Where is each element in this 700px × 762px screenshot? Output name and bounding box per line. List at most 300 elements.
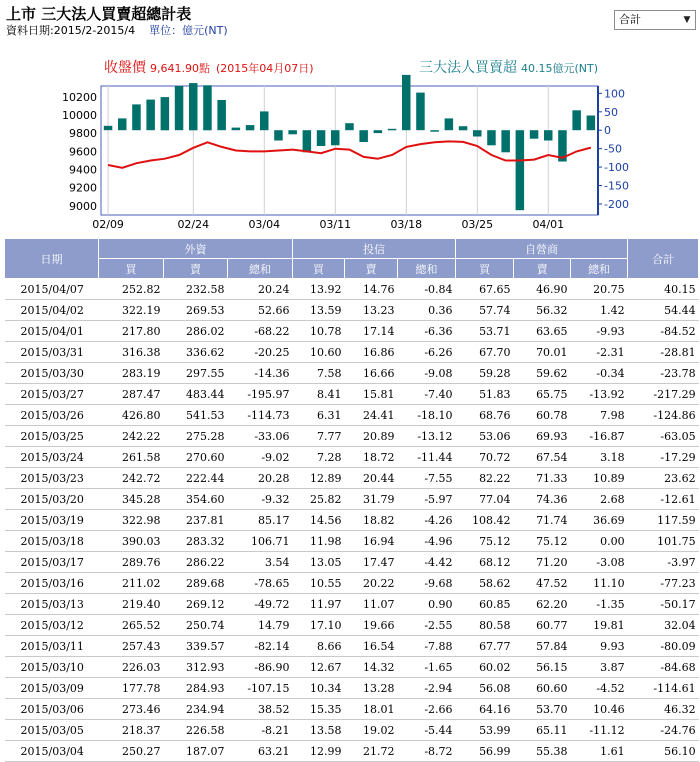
table-cell: 68.76 [456, 405, 514, 426]
table-cell: 10.78 [293, 321, 345, 342]
table-cell: 59.62 [514, 363, 571, 384]
table-cell: 13.05 [293, 552, 345, 573]
table-cell: 13.92 [293, 279, 345, 300]
table-cell: 7.58 [293, 363, 345, 384]
net-bar [274, 130, 283, 140]
left-tick-label: 9000 [69, 199, 97, 213]
table-cell: 2.68 [571, 489, 628, 510]
table-cell: 24.41 [345, 405, 398, 426]
table-cell: 10.60 [293, 342, 345, 363]
table-cell: 283.32 [164, 531, 228, 552]
header-trust-sell: 賣 [345, 259, 398, 279]
table-cell: 82.22 [456, 468, 514, 489]
table-cell: 56.10 [628, 741, 699, 762]
table-cell: 75.12 [456, 531, 514, 552]
table-cell: 269.12 [164, 594, 228, 615]
net-bar [374, 130, 383, 133]
table-cell: 10.34 [293, 678, 345, 699]
table-cell: -13.12 [398, 426, 456, 447]
table-cell: -124.86 [628, 405, 699, 426]
table-cell: -1.35 [571, 594, 628, 615]
net-bar [260, 111, 269, 130]
table-cell: 11.98 [293, 531, 345, 552]
table-cell: 40.15 [628, 279, 699, 300]
table-cell: -0.84 [398, 279, 456, 300]
net-bar [572, 110, 581, 130]
table-cell: 17.10 [293, 615, 345, 636]
table-cell: 47.52 [514, 573, 571, 594]
table-cell: 32.04 [628, 615, 699, 636]
table-row [5, 468, 699, 489]
table-cell: 57.84 [514, 636, 571, 657]
table-cell: 275.28 [164, 426, 228, 447]
table-cell: 286.02 [164, 321, 228, 342]
table-cell: 18.01 [345, 699, 398, 720]
table-cell: 316.38 [99, 342, 164, 363]
table-cell: 10.55 [293, 573, 345, 594]
table-cell: 211.02 [99, 573, 164, 594]
table-cell: 187.07 [164, 741, 228, 762]
table-cell: 31.79 [345, 489, 398, 510]
table-cell: 8.41 [293, 384, 345, 405]
table-row [5, 615, 699, 636]
date-range: 資料日期:2015/2-2015/4 [6, 24, 136, 37]
table-cell: 250.27 [99, 741, 164, 762]
table-row [5, 321, 699, 342]
table-row [5, 510, 699, 531]
row-date: 2015/03/18 [5, 531, 99, 552]
header-foreign-buy: 買 [99, 259, 164, 279]
table-cell: 65.11 [514, 720, 571, 741]
row-date: 2015/03/23 [5, 468, 99, 489]
table-cell: -24.76 [628, 720, 699, 741]
table-cell: 312.93 [164, 657, 228, 678]
net-bar [232, 128, 241, 131]
table-cell: 3.18 [571, 447, 628, 468]
table-cell: 226.58 [164, 720, 228, 741]
table-cell: -86.90 [228, 657, 293, 678]
table-cell: -49.72 [228, 594, 293, 615]
row-date: 2015/03/31 [5, 342, 99, 363]
table-row [5, 300, 699, 321]
table-cell: 354.60 [164, 489, 228, 510]
table-cell: 60.85 [456, 594, 514, 615]
right-tick-label: -100 [604, 161, 629, 175]
table-cell: 20.22 [345, 573, 398, 594]
x-tick-label: 03/18 [390, 218, 423, 231]
table-cell: 77.04 [456, 489, 514, 510]
table-cell: -2.31 [571, 342, 628, 363]
table-cell: 15.35 [293, 699, 345, 720]
table-row [5, 342, 699, 363]
table-cell: 21.72 [345, 741, 398, 762]
table-cell: -16.87 [571, 426, 628, 447]
table-cell: 75.12 [514, 531, 571, 552]
row-date: 2015/04/01 [5, 321, 99, 342]
net-bar [161, 97, 170, 130]
table-cell: 257.43 [99, 636, 164, 657]
net-bar [345, 123, 354, 130]
row-date: 2015/04/02 [5, 300, 99, 321]
table-cell: 6.31 [293, 405, 345, 426]
chevron-down-icon: ▼ [683, 15, 691, 25]
table-cell: -8.21 [228, 720, 293, 741]
table-cell: 541.53 [164, 405, 228, 426]
net-bar [388, 129, 397, 131]
table-cell: -5.44 [398, 720, 456, 741]
table-cell: -28.81 [628, 342, 699, 363]
table-cell: -9.02 [228, 447, 293, 468]
net-bar [501, 130, 510, 152]
table-cell: -4.96 [398, 531, 456, 552]
table-cell: -11.12 [571, 720, 628, 741]
table-row [5, 426, 699, 447]
table-cell: 17.47 [345, 552, 398, 573]
table-cell: -82.14 [228, 636, 293, 657]
table-cell: 70.72 [456, 447, 514, 468]
right-tick-label: 50 [604, 105, 618, 119]
row-date: 2015/03/13 [5, 594, 99, 615]
x-tick-label: 03/11 [319, 218, 352, 231]
table-row [5, 657, 699, 678]
table-cell: -6.36 [398, 321, 456, 342]
table-cell: 14.32 [345, 657, 398, 678]
row-date: 2015/03/12 [5, 615, 99, 636]
table-cell: 242.72 [99, 468, 164, 489]
table-row [5, 489, 699, 510]
table-cell: 20.89 [345, 426, 398, 447]
net-bar [317, 130, 326, 146]
table-row [5, 552, 699, 573]
row-date: 2015/03/19 [5, 510, 99, 531]
table-row [5, 741, 699, 762]
net-bar [104, 126, 113, 130]
table-cell: 64.16 [456, 699, 514, 720]
right-tick-label: 100 [604, 87, 625, 101]
x-tick-label: 03/04 [248, 218, 281, 231]
table-row [5, 363, 699, 384]
table-cell: 20.44 [345, 468, 398, 489]
row-date: 2015/03/16 [5, 573, 99, 594]
table-cell: -8.72 [398, 741, 456, 762]
table-cell: 222.44 [164, 468, 228, 489]
table-cell: -84.52 [628, 321, 699, 342]
table-cell: 19.02 [345, 720, 398, 741]
header-total: 合計 [628, 239, 699, 279]
table-cell: 10.46 [571, 699, 628, 720]
table-cell: 23.62 [628, 468, 699, 489]
table-cell: 60.77 [514, 615, 571, 636]
table-cell: 80.58 [456, 615, 514, 636]
net-bar [203, 85, 212, 130]
table-cell: -9.68 [398, 573, 456, 594]
row-date: 2015/04/07 [5, 279, 99, 300]
table-row [5, 636, 699, 657]
table-cell: 237.81 [164, 510, 228, 531]
table-cell: 297.55 [164, 363, 228, 384]
table-cell: 63.21 [228, 741, 293, 762]
right-tick-label: -50 [604, 142, 622, 156]
table-cell: 56.32 [514, 300, 571, 321]
table-cell: 36.69 [571, 510, 628, 531]
table-row [5, 720, 699, 741]
row-date: 2015/03/26 [5, 405, 99, 426]
table-cell: -114.61 [628, 678, 699, 699]
table-cell: -7.40 [398, 384, 456, 405]
table-cell: 46.32 [628, 699, 699, 720]
x-tick-label: 03/25 [461, 218, 494, 231]
left-tick-label: 10200 [62, 90, 97, 104]
table-cell: 483.44 [164, 384, 228, 405]
table-cell: 0.36 [398, 300, 456, 321]
net-bar [530, 130, 539, 139]
table-cell: 3.54 [228, 552, 293, 573]
table-cell: -114.73 [228, 405, 293, 426]
table-cell: 261.58 [99, 447, 164, 468]
table-cell: 12.99 [293, 741, 345, 762]
table-cell: -77.23 [628, 573, 699, 594]
table-cell: -217.29 [628, 384, 699, 405]
table-cell: 106.71 [228, 531, 293, 552]
table-cell: 339.57 [164, 636, 228, 657]
table-cell: 219.40 [99, 594, 164, 615]
table-cell: -9.32 [228, 489, 293, 510]
table-cell: 13.58 [293, 720, 345, 741]
table-cell: 68.12 [456, 552, 514, 573]
table-cell: 18.82 [345, 510, 398, 531]
table-cell: 108.42 [456, 510, 514, 531]
net-bar [402, 75, 411, 130]
right-tick-label: -200 [604, 197, 629, 211]
row-date: 2015/03/24 [5, 447, 99, 468]
table-cell: -4.52 [571, 678, 628, 699]
left-chart-title: 收盤價 9,641.90點 (2015年04月07日) [104, 60, 314, 76]
table-cell: 67.65 [456, 279, 514, 300]
net-bar [473, 130, 482, 136]
table-cell: 70.01 [514, 342, 571, 363]
table-cell: 10.89 [571, 468, 628, 489]
table-cell: 19.66 [345, 615, 398, 636]
table-cell: 284.93 [164, 678, 228, 699]
net-bar [146, 100, 155, 131]
table-row [5, 384, 699, 405]
table-cell: 57.74 [456, 300, 514, 321]
net-bar [430, 130, 439, 132]
table-cell: 14.76 [345, 279, 398, 300]
table-row [5, 699, 699, 720]
right-tick-label: -150 [604, 179, 629, 193]
table-cell: 15.81 [345, 384, 398, 405]
table-cell: -1.65 [398, 657, 456, 678]
table-cell: -3.08 [571, 552, 628, 573]
table-row [5, 573, 699, 594]
table-cell: -68.22 [228, 321, 293, 342]
table-cell: -18.10 [398, 405, 456, 426]
left-tick-label: 9800 [69, 127, 97, 141]
table-cell: -14.36 [228, 363, 293, 384]
table-row [5, 447, 699, 468]
table-cell: 269.53 [164, 300, 228, 321]
table-cell: -7.88 [398, 636, 456, 657]
net-bar [132, 104, 141, 130]
x-tick-label: 02/09 [92, 218, 124, 231]
table-cell: 19.81 [571, 615, 628, 636]
table-cell: 74.36 [514, 489, 571, 510]
table-cell: 234.94 [164, 699, 228, 720]
table-cell: 16.86 [345, 342, 398, 363]
table-cell: 20.75 [571, 279, 628, 300]
unit-label: 單位：億元(NT) [149, 24, 228, 37]
header-foreign-net: 總和 [228, 259, 293, 279]
table-cell: 232.58 [164, 279, 228, 300]
table-cell: 273.46 [99, 699, 164, 720]
table-cell: 117.59 [628, 510, 699, 531]
table-body [5, 279, 699, 762]
table-cell: 16.66 [345, 363, 398, 384]
table-cell: -0.34 [571, 363, 628, 384]
table-cell: 53.70 [514, 699, 571, 720]
table-cell: -17.29 [628, 447, 699, 468]
table-cell: 217.80 [99, 321, 164, 342]
table-row [5, 531, 699, 552]
table-cell: 8.66 [293, 636, 345, 657]
table-cell: 38.52 [228, 699, 293, 720]
table-cell: 9.93 [571, 636, 628, 657]
net-bar [359, 130, 368, 142]
net-bar [246, 125, 255, 130]
table-cell: 177.78 [99, 678, 164, 699]
table-cell: 226.03 [99, 657, 164, 678]
net-bar [445, 118, 454, 130]
net-bar [544, 130, 553, 140]
table-cell: 12.67 [293, 657, 345, 678]
page-subtitle [6, 22, 228, 38]
table-cell: -12.61 [628, 489, 699, 510]
table-cell: 53.99 [456, 720, 514, 741]
table-cell: -84.68 [628, 657, 699, 678]
table-cell: 85.17 [228, 510, 293, 531]
table-cell: 17.14 [345, 321, 398, 342]
right-chart-title: 三大法人買賣超 40.15億元(NT) [418, 60, 598, 76]
table-cell: -80.09 [628, 636, 699, 657]
table-cell: 0.90 [398, 594, 456, 615]
table-cell: 283.19 [99, 363, 164, 384]
table-cell: 13.23 [345, 300, 398, 321]
table-cell: -2.55 [398, 615, 456, 636]
table-row [5, 279, 699, 300]
net-bar [118, 118, 127, 130]
net-bar [288, 130, 297, 134]
header-foreign-sell: 賣 [164, 259, 228, 279]
table-cell: 12.89 [293, 468, 345, 489]
table-cell: 69.93 [514, 426, 571, 447]
row-date: 2015/03/06 [5, 699, 99, 720]
header-trust-net: 總和 [398, 259, 456, 279]
table-cell: 60.78 [514, 405, 571, 426]
table-cell: 54.44 [628, 300, 699, 321]
table-cell: 71.20 [514, 552, 571, 573]
table-cell: 20.28 [228, 468, 293, 489]
row-date: 2015/03/09 [5, 678, 99, 699]
table-cell: -11.44 [398, 447, 456, 468]
table-cell: 270.60 [164, 447, 228, 468]
table-cell: 71.74 [514, 510, 571, 531]
table-cell: -78.65 [228, 573, 293, 594]
table-cell: 46.90 [514, 279, 571, 300]
table-cell: -23.78 [628, 363, 699, 384]
table-cell: 20.24 [228, 279, 293, 300]
table-cell: -195.97 [228, 384, 293, 405]
table-cell: -50.17 [628, 594, 699, 615]
row-date: 2015/03/27 [5, 384, 99, 405]
table-cell: 59.28 [456, 363, 514, 384]
table-cell: 426.80 [99, 405, 164, 426]
table-cell: -9.08 [398, 363, 456, 384]
net-bar [516, 130, 525, 210]
table-cell: 67.54 [514, 447, 571, 468]
table-cell: 1.61 [571, 741, 628, 762]
table-cell: -2.66 [398, 699, 456, 720]
table-cell: 60.60 [514, 678, 571, 699]
header-foreign: 外資 [99, 239, 293, 259]
header-dealer-buy: 買 [456, 259, 514, 279]
row-date: 2015/03/17 [5, 552, 99, 573]
table-cell: 60.02 [456, 657, 514, 678]
table-cell: 14.56 [293, 510, 345, 531]
table-cell: 265.52 [99, 615, 164, 636]
table-cell: 322.19 [99, 300, 164, 321]
row-date: 2015/03/20 [5, 489, 99, 510]
table-cell: 101.75 [628, 531, 699, 552]
table-cell: 56.99 [456, 741, 514, 762]
table-cell: 71.33 [514, 468, 571, 489]
table-cell: 56.08 [456, 678, 514, 699]
net-bar [175, 86, 184, 130]
x-tick-label: 02/24 [177, 218, 210, 231]
table-cell: -107.15 [228, 678, 293, 699]
table-cell: 322.98 [99, 510, 164, 531]
table-cell: 67.77 [456, 636, 514, 657]
data-table [4, 238, 699, 762]
net-bar [303, 130, 312, 152]
table-cell: 1.42 [571, 300, 628, 321]
table-cell: 289.68 [164, 573, 228, 594]
table-cell: 287.47 [99, 384, 164, 405]
table-cell: -7.55 [398, 468, 456, 489]
header-dealer-net: 總和 [571, 259, 628, 279]
table-cell: -63.05 [628, 426, 699, 447]
table-cell: 51.83 [456, 384, 514, 405]
table-cell: 55.38 [514, 741, 571, 762]
table-cell: 11.07 [345, 594, 398, 615]
row-date: 2015/03/04 [5, 741, 99, 762]
table-cell: -13.92 [571, 384, 628, 405]
table-cell: 289.76 [99, 552, 164, 573]
left-tick-label: 9200 [69, 181, 97, 195]
table-cell: 336.62 [164, 342, 228, 363]
table-cell: 14.79 [228, 615, 293, 636]
table-cell: 58.62 [456, 573, 514, 594]
table-cell: 56.15 [514, 657, 571, 678]
category-select[interactable] [614, 10, 696, 30]
table-cell: 7.98 [571, 405, 628, 426]
table-cell: 252.82 [99, 279, 164, 300]
x-tick-label: 04/01 [532, 218, 565, 231]
row-date: 2015/03/10 [5, 657, 99, 678]
header-date: 日期 [5, 239, 99, 279]
header-trust: 投信 [293, 239, 456, 259]
table-cell: -3.97 [628, 552, 699, 573]
